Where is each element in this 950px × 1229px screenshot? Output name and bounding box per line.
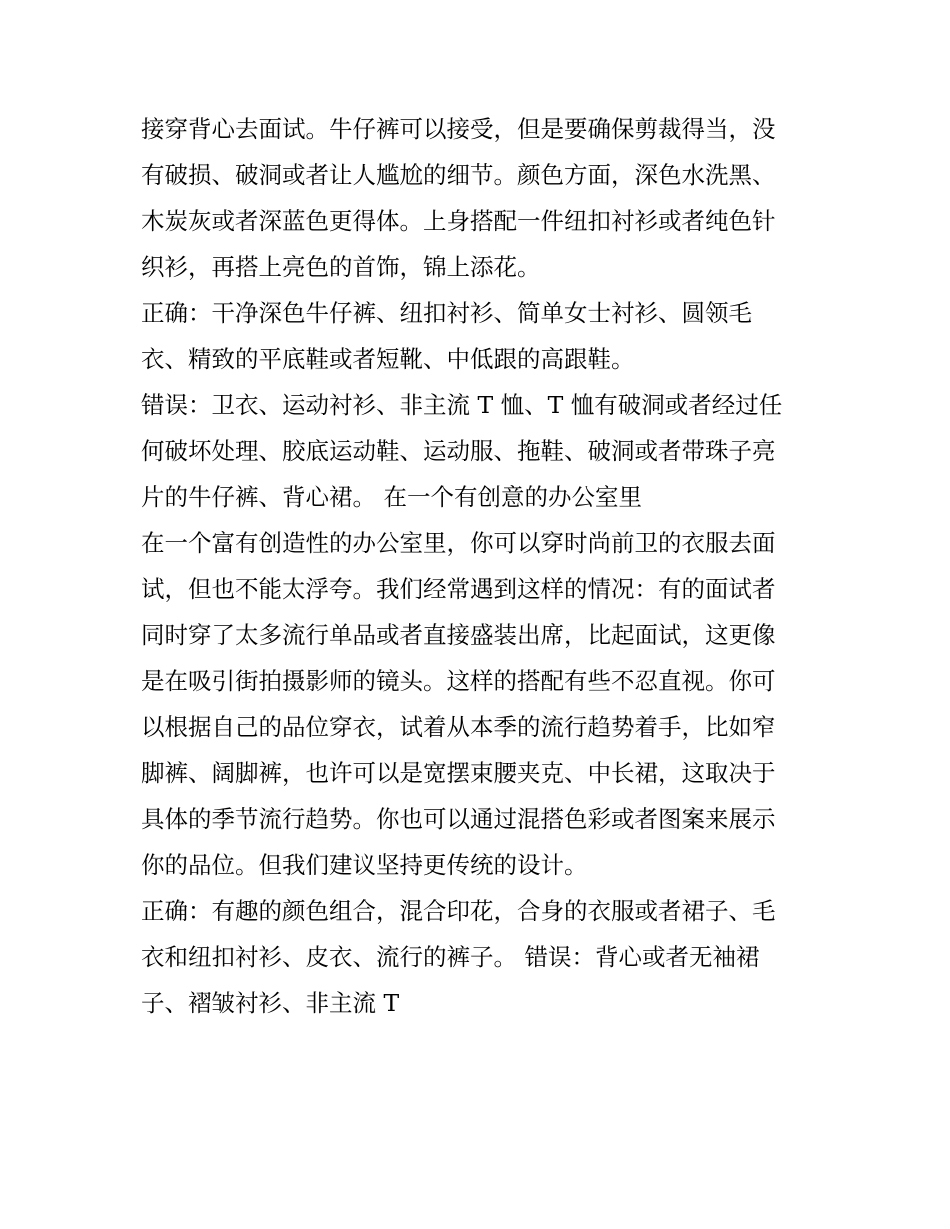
- text-line: 接穿背心去面试。牛仔裤可以接受，但是要确保剪裁得当，没: [141, 115, 776, 143]
- text-line: 以根据自己的品位穿衣，试着从本季的流行趋势着手，比如窄: [141, 713, 776, 741]
- text-line: 木炭灰或者深蓝色更得体。上身搭配一件纽扣衬衫或者纯色针: [141, 207, 776, 235]
- text-line: 衣、精致的平底鞋或者短靴、中低跟的高跟鞋。: [141, 345, 635, 373]
- text-line: 有破损、破洞或者让人尴尬的细节。颜色方面，深色水洗黑、: [141, 161, 776, 189]
- text-line: 片的牛仔裤、背心裙。 在一个有创意的办公室里: [141, 483, 642, 511]
- text-line: 脚裤、阔脚裤，也许可以是宽摆束腰夹克、中长裙，这取决于: [141, 759, 776, 787]
- text-line: 衣和纽扣衬衫、皮衣、流行的裤子。 错误：背心或者无袖裙: [141, 943, 760, 971]
- text-line: 正确：干净深色牛仔裤、纽扣衬衫、简单女士衬衫、圆领毛: [141, 299, 752, 327]
- text-line: 错误：卫衣、运动衬衫、非主流 T 恤、T 恤有破洞或者经过任: [141, 391, 783, 419]
- text-line: 你的品位。但我们建议坚持更传统的设计。: [141, 851, 588, 879]
- text-line: 具体的季节流行趋势。你也可以通过混搭色彩或者图案来展示: [141, 805, 776, 833]
- text-line: 同时穿了太多流行单品或者直接盛装出席，比起面试，这更像: [141, 621, 776, 649]
- text-line: 试，但也不能太浮夸。我们经常遇到这样的情况：有的面试者: [141, 575, 776, 603]
- text-line: 是在吸引街拍摄影师的镜头。这样的搭配有些不忍直视。你可: [141, 667, 776, 695]
- text-line: 正确：有趣的颜色组合，混合印花，合身的衣服或者裙子、毛: [141, 897, 776, 925]
- text-line: 子、褶皱衬衫、非主流 T: [141, 989, 400, 1017]
- text-line: 织衫，再搭上亮色的首饰，锦上添花。: [141, 253, 541, 281]
- document-body: [141, 106, 821, 1026]
- text-line: 何破坏处理、胶底运动鞋、运动服、拖鞋、破洞或者带珠子亮: [141, 437, 776, 465]
- text-line: 在一个富有创造性的办公室里，你可以穿时尚前卫的衣服去面: [141, 529, 776, 557]
